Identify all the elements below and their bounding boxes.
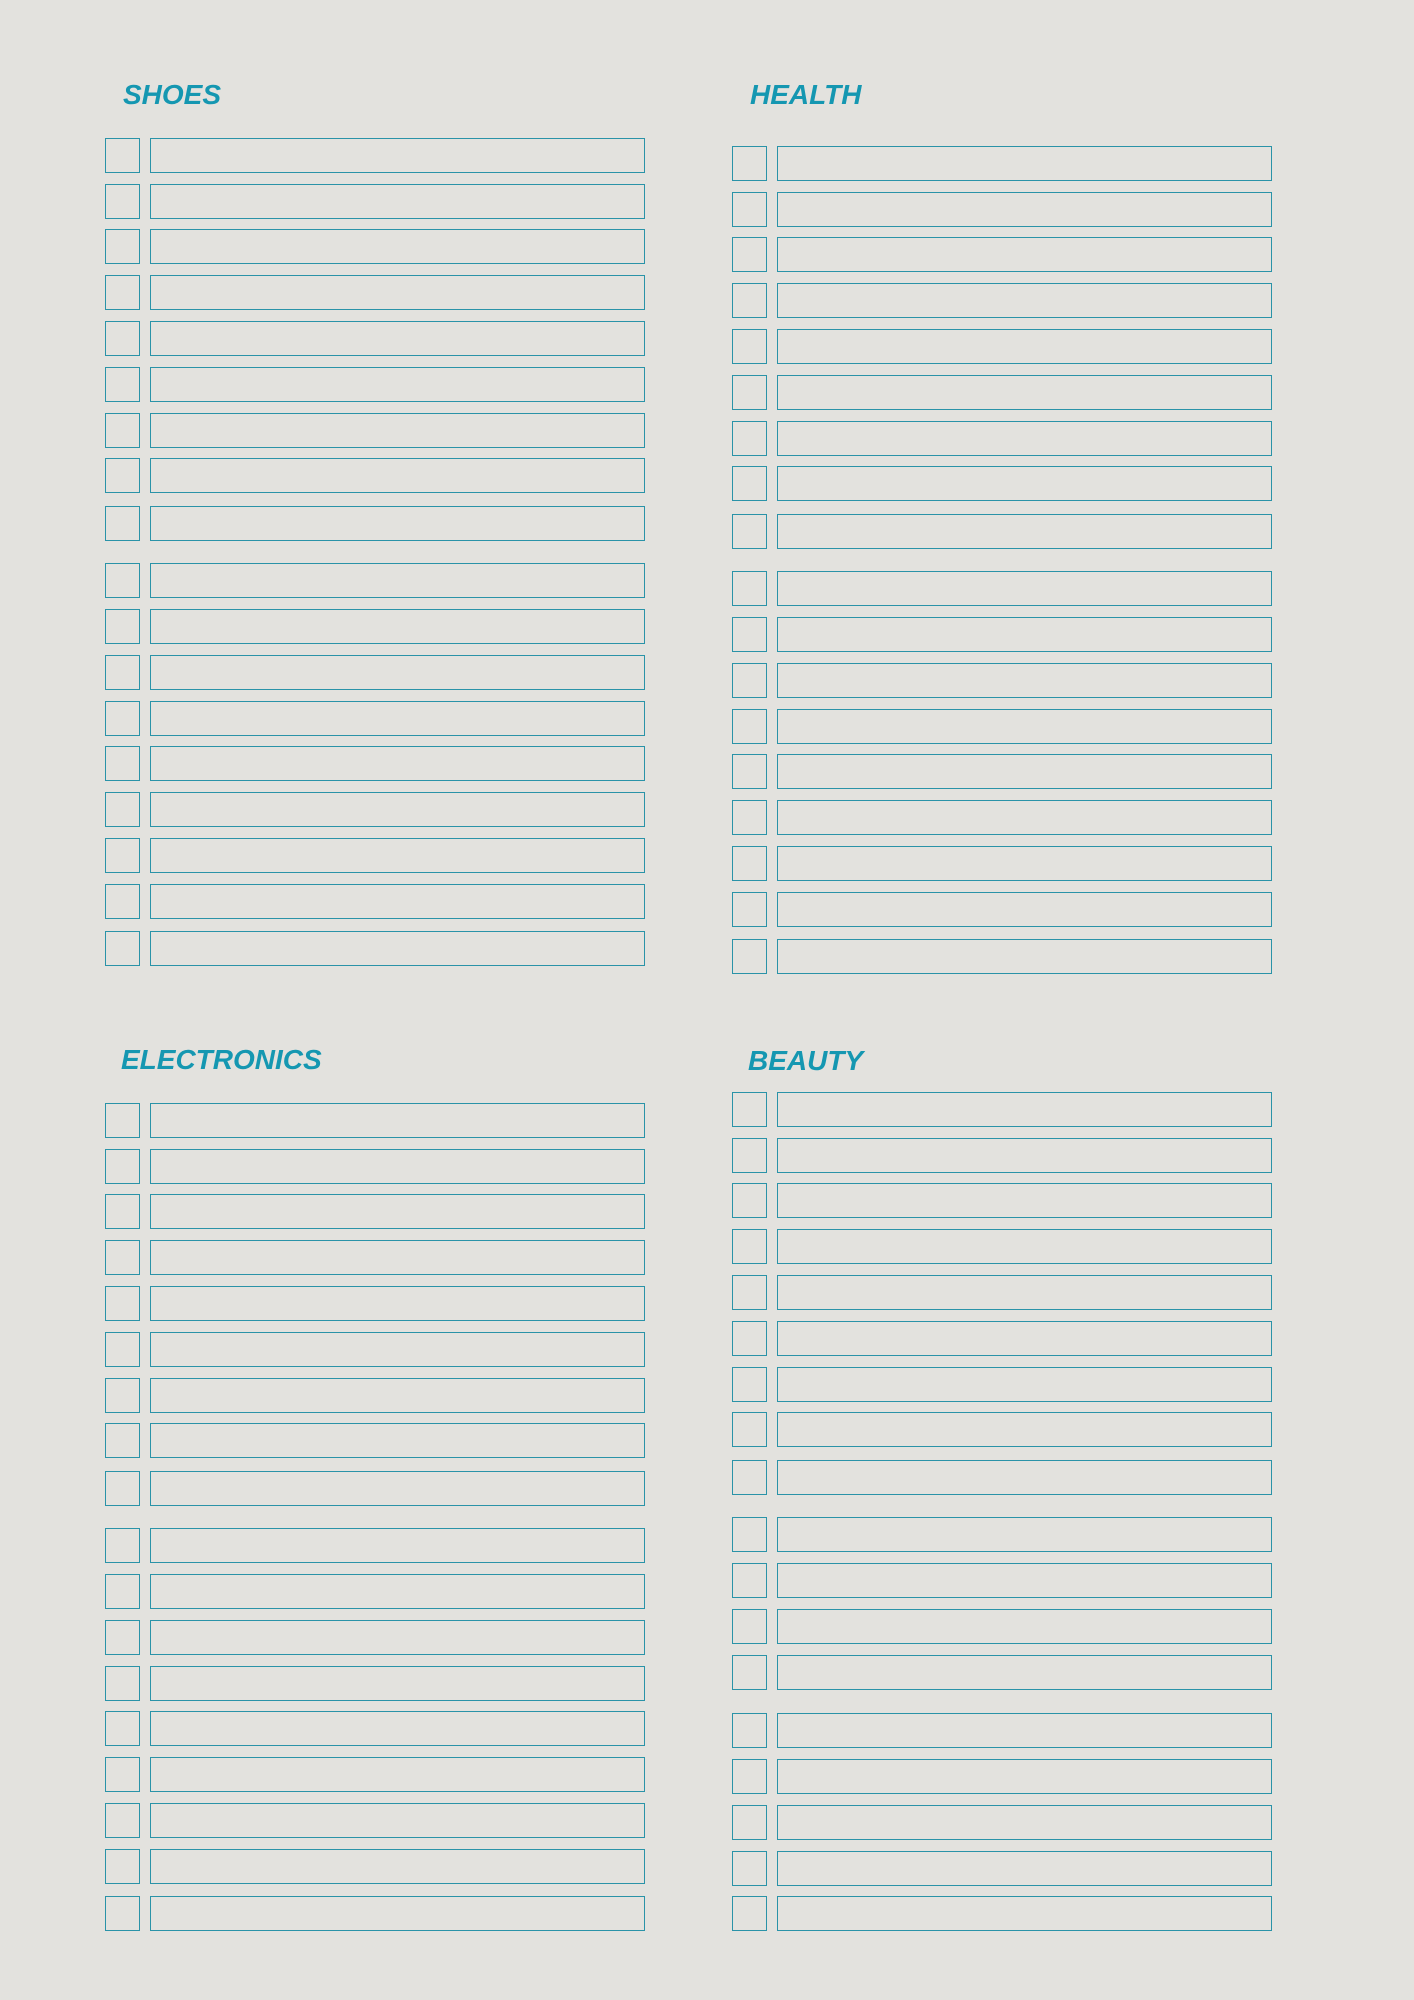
checkbox[interactable] bbox=[105, 229, 140, 264]
item-entry-field[interactable] bbox=[777, 1713, 1272, 1748]
item-entry-field[interactable] bbox=[777, 375, 1272, 410]
checklist-row bbox=[732, 1896, 1272, 1931]
item-entry-field[interactable] bbox=[150, 458, 645, 493]
checkbox[interactable] bbox=[105, 184, 140, 219]
item-entry-field[interactable] bbox=[150, 1286, 645, 1321]
checkbox[interactable] bbox=[105, 1803, 140, 1838]
checklist-row bbox=[105, 884, 645, 919]
checkbox[interactable] bbox=[732, 663, 767, 698]
item-entry-field[interactable] bbox=[150, 275, 645, 310]
item-entry-field[interactable] bbox=[150, 1378, 645, 1413]
checkbox[interactable] bbox=[732, 571, 767, 606]
checkbox[interactable] bbox=[732, 1896, 767, 1931]
checklist-row bbox=[732, 192, 1272, 227]
section-title-beauty: BEAUTY bbox=[748, 1045, 864, 1076]
checklist-row bbox=[105, 1378, 645, 1413]
item-entry-field[interactable] bbox=[777, 1759, 1272, 1794]
item-entry-field[interactable] bbox=[150, 609, 645, 644]
checklist-row bbox=[105, 413, 645, 448]
item-entry-field[interactable] bbox=[150, 321, 645, 356]
section-title-health: HEALTH bbox=[750, 79, 862, 110]
item-entry-field[interactable] bbox=[777, 800, 1272, 835]
item-entry-field[interactable] bbox=[150, 1849, 645, 1884]
checkbox[interactable] bbox=[105, 1240, 140, 1275]
checklist-row bbox=[105, 1240, 645, 1275]
item-entry-field[interactable] bbox=[777, 1138, 1272, 1173]
checklist-row bbox=[105, 655, 645, 690]
checkbox[interactable] bbox=[732, 617, 767, 652]
item-entry-field[interactable] bbox=[777, 1517, 1272, 1552]
checkbox[interactable] bbox=[105, 1194, 140, 1229]
checklist-row bbox=[732, 1367, 1272, 1402]
checklist-row bbox=[105, 506, 645, 541]
checklist-row bbox=[105, 1757, 645, 1792]
item-entry-field[interactable] bbox=[777, 846, 1272, 881]
item-entry-field[interactable] bbox=[150, 1471, 645, 1506]
checklist-row bbox=[732, 1759, 1272, 1794]
item-entry-field[interactable] bbox=[150, 1896, 645, 1931]
checkbox[interactable] bbox=[105, 701, 140, 736]
item-entry-field[interactable] bbox=[150, 184, 645, 219]
checklist-row bbox=[105, 1574, 645, 1609]
checklist-row bbox=[732, 892, 1272, 927]
checklist-row bbox=[105, 184, 645, 219]
checklist-row bbox=[732, 375, 1272, 410]
checkbox[interactable] bbox=[732, 846, 767, 881]
checkbox[interactable] bbox=[732, 1460, 767, 1495]
checklist-row bbox=[105, 609, 645, 644]
checklist-row bbox=[732, 617, 1272, 652]
checkbox[interactable] bbox=[732, 1609, 767, 1644]
item-entry-field[interactable] bbox=[777, 1367, 1272, 1402]
checklist-row bbox=[105, 1528, 645, 1563]
checklist-row bbox=[105, 1471, 645, 1506]
checklist-row bbox=[732, 800, 1272, 835]
section-title-electronics: ELECTRONICS bbox=[121, 1044, 322, 1075]
checklist-row bbox=[105, 701, 645, 736]
checkbox[interactable] bbox=[732, 1759, 767, 1794]
item-entry-field[interactable] bbox=[150, 884, 645, 919]
checklist-row bbox=[732, 466, 1272, 501]
checkbox[interactable] bbox=[732, 1713, 767, 1748]
checklist-row bbox=[732, 1138, 1272, 1173]
item-entry-field[interactable] bbox=[150, 1757, 645, 1792]
item-entry-field[interactable] bbox=[777, 146, 1272, 181]
item-entry-field[interactable] bbox=[777, 1412, 1272, 1447]
checkbox[interactable] bbox=[732, 1092, 767, 1127]
checklist-row bbox=[732, 1655, 1272, 1690]
item-entry-field[interactable] bbox=[777, 1655, 1272, 1690]
checklist-row bbox=[105, 275, 645, 310]
item-entry-field[interactable] bbox=[777, 466, 1272, 501]
checklist-row bbox=[732, 1805, 1272, 1840]
item-entry-field[interactable] bbox=[777, 1460, 1272, 1495]
checklist-row bbox=[732, 1275, 1272, 1310]
item-entry-field[interactable] bbox=[777, 571, 1272, 606]
item-entry-field[interactable] bbox=[777, 514, 1272, 549]
checklist-row bbox=[732, 514, 1272, 549]
item-entry-field[interactable] bbox=[777, 1183, 1272, 1218]
item-entry-field[interactable] bbox=[150, 655, 645, 690]
checkbox[interactable] bbox=[105, 367, 140, 402]
checklist-row bbox=[732, 237, 1272, 272]
checkbox[interactable] bbox=[105, 1666, 140, 1701]
checkbox[interactable] bbox=[732, 1183, 767, 1218]
item-entry-field[interactable] bbox=[777, 754, 1272, 789]
checklist-row bbox=[732, 1609, 1272, 1644]
item-entry-field[interactable] bbox=[150, 413, 645, 448]
item-entry-field[interactable] bbox=[777, 329, 1272, 364]
checklist-row bbox=[732, 939, 1272, 974]
checkbox[interactable] bbox=[105, 458, 140, 493]
checklist-row bbox=[105, 1423, 645, 1458]
checklist-row bbox=[732, 571, 1272, 606]
checkbox[interactable] bbox=[105, 1711, 140, 1746]
checklist-row bbox=[732, 1851, 1272, 1886]
item-entry-field[interactable] bbox=[777, 939, 1272, 974]
checkbox[interactable] bbox=[105, 1620, 140, 1655]
checklist-row bbox=[732, 146, 1272, 181]
checkbox[interactable] bbox=[732, 283, 767, 318]
item-entry-field[interactable] bbox=[150, 229, 645, 264]
checklist-row bbox=[732, 329, 1272, 364]
checkbox[interactable] bbox=[105, 838, 140, 873]
item-entry-field[interactable] bbox=[777, 237, 1272, 272]
checkbox[interactable] bbox=[105, 1149, 140, 1184]
item-entry-field[interactable] bbox=[150, 506, 645, 541]
checkbox[interactable] bbox=[732, 1805, 767, 1840]
checkbox[interactable] bbox=[732, 375, 767, 410]
item-entry-field[interactable] bbox=[777, 1092, 1272, 1127]
item-entry-field[interactable] bbox=[777, 421, 1272, 456]
checklist-row bbox=[105, 1149, 645, 1184]
item-entry-field[interactable] bbox=[150, 838, 645, 873]
checkbox[interactable] bbox=[732, 1563, 767, 1598]
checklist-row bbox=[105, 1620, 645, 1655]
checklist-row bbox=[105, 1666, 645, 1701]
checklist-row bbox=[105, 458, 645, 493]
item-entry-field[interactable] bbox=[150, 1194, 645, 1229]
checkbox[interactable] bbox=[105, 1103, 140, 1138]
checklist-row bbox=[105, 367, 645, 402]
item-entry-field[interactable] bbox=[777, 1275, 1272, 1310]
item-entry-field[interactable] bbox=[777, 663, 1272, 698]
checkbox[interactable] bbox=[105, 138, 140, 173]
checklist-row bbox=[732, 1183, 1272, 1218]
checkbox[interactable] bbox=[732, 709, 767, 744]
item-entry-field[interactable] bbox=[150, 1103, 645, 1138]
item-entry-field[interactable] bbox=[777, 1851, 1272, 1886]
checkbox[interactable] bbox=[105, 563, 140, 598]
checkbox[interactable] bbox=[732, 892, 767, 927]
checklist-row bbox=[105, 1194, 645, 1229]
item-entry-field[interactable] bbox=[150, 1803, 645, 1838]
checkbox[interactable] bbox=[732, 1851, 767, 1886]
checkbox[interactable] bbox=[732, 192, 767, 227]
item-entry-field[interactable] bbox=[777, 1321, 1272, 1356]
checklist-row bbox=[105, 931, 645, 966]
checkbox[interactable] bbox=[105, 1757, 140, 1792]
item-entry-field[interactable] bbox=[777, 892, 1272, 927]
item-entry-field[interactable] bbox=[777, 1229, 1272, 1264]
checkbox[interactable] bbox=[732, 939, 767, 974]
checklist-row bbox=[732, 1229, 1272, 1264]
checkbox[interactable] bbox=[105, 506, 140, 541]
checkbox[interactable] bbox=[732, 800, 767, 835]
checklist-row bbox=[105, 1332, 645, 1367]
item-entry-field[interactable] bbox=[150, 1528, 645, 1563]
checklist-row bbox=[732, 1460, 1272, 1495]
checklist-row bbox=[732, 1092, 1272, 1127]
checklist-row bbox=[105, 1103, 645, 1138]
checkbox[interactable] bbox=[732, 421, 767, 456]
checkbox[interactable] bbox=[105, 1896, 140, 1931]
checklist-row bbox=[105, 1849, 645, 1884]
checklist-row bbox=[105, 1711, 645, 1746]
item-entry-field[interactable] bbox=[150, 1574, 645, 1609]
checklist-row bbox=[732, 663, 1272, 698]
checklist-row bbox=[105, 229, 645, 264]
checkbox[interactable] bbox=[105, 655, 140, 690]
item-entry-field[interactable] bbox=[777, 283, 1272, 318]
checklist-row bbox=[732, 421, 1272, 456]
checklist-row bbox=[105, 838, 645, 873]
checkbox[interactable] bbox=[732, 1412, 767, 1447]
item-entry-field[interactable] bbox=[777, 1896, 1272, 1931]
checkbox[interactable] bbox=[105, 1574, 140, 1609]
checkbox[interactable] bbox=[732, 1517, 767, 1552]
checklist-row bbox=[732, 1517, 1272, 1552]
item-entry-field[interactable] bbox=[777, 192, 1272, 227]
item-entry-field[interactable] bbox=[777, 1609, 1272, 1644]
checkbox[interactable] bbox=[105, 413, 140, 448]
section-title-shoes: SHOES bbox=[123, 79, 222, 110]
checklist-row bbox=[732, 1713, 1272, 1748]
checkbox[interactable] bbox=[732, 237, 767, 272]
checkbox[interactable] bbox=[732, 466, 767, 501]
checkbox[interactable] bbox=[732, 1367, 767, 1402]
checkbox[interactable] bbox=[105, 1332, 140, 1367]
checklist-row bbox=[105, 1803, 645, 1838]
checklist-row bbox=[732, 709, 1272, 744]
checkbox[interactable] bbox=[732, 1655, 767, 1690]
checklist-row bbox=[105, 1896, 645, 1931]
checkbox[interactable] bbox=[105, 1423, 140, 1458]
item-entry-field[interactable] bbox=[150, 792, 645, 827]
checkbox[interactable] bbox=[732, 1275, 767, 1310]
item-entry-field[interactable] bbox=[150, 1620, 645, 1655]
checklist-row bbox=[105, 792, 645, 827]
item-entry-field[interactable] bbox=[150, 931, 645, 966]
item-entry-field[interactable] bbox=[777, 1805, 1272, 1840]
item-entry-field[interactable] bbox=[150, 701, 645, 736]
checkbox[interactable] bbox=[105, 1471, 140, 1506]
checkbox[interactable] bbox=[732, 514, 767, 549]
checkbox[interactable] bbox=[105, 792, 140, 827]
item-entry-field[interactable] bbox=[150, 563, 645, 598]
checklist-row bbox=[105, 1286, 645, 1321]
checkbox[interactable] bbox=[105, 1849, 140, 1884]
checkbox[interactable] bbox=[105, 321, 140, 356]
checklist-row bbox=[732, 1412, 1272, 1447]
checklist-row bbox=[105, 746, 645, 781]
checkbox[interactable] bbox=[732, 329, 767, 364]
item-entry-field[interactable] bbox=[150, 1423, 645, 1458]
checkbox[interactable] bbox=[105, 1528, 140, 1563]
item-entry-field[interactable] bbox=[150, 1332, 645, 1367]
checkbox[interactable] bbox=[732, 754, 767, 789]
item-entry-field[interactable] bbox=[150, 746, 645, 781]
checklist-row bbox=[732, 283, 1272, 318]
checkbox[interactable] bbox=[105, 609, 140, 644]
checklist-row bbox=[732, 1321, 1272, 1356]
checkbox[interactable] bbox=[105, 275, 140, 310]
checklist-row bbox=[732, 846, 1272, 881]
item-entry-field[interactable] bbox=[150, 1240, 645, 1275]
item-entry-field[interactable] bbox=[150, 367, 645, 402]
item-entry-field[interactable] bbox=[777, 1563, 1272, 1598]
item-entry-field[interactable] bbox=[150, 1711, 645, 1746]
checkbox[interactable] bbox=[105, 1378, 140, 1413]
item-entry-field[interactable] bbox=[150, 1149, 645, 1184]
checklist-row bbox=[105, 321, 645, 356]
checkbox[interactable] bbox=[732, 1138, 767, 1173]
checklist-row bbox=[105, 138, 645, 173]
item-entry-field[interactable] bbox=[150, 1666, 645, 1701]
checkbox[interactable] bbox=[105, 884, 140, 919]
checkbox[interactable] bbox=[732, 146, 767, 181]
checkbox[interactable] bbox=[105, 931, 140, 966]
checkbox[interactable] bbox=[732, 1321, 767, 1356]
item-entry-field[interactable] bbox=[777, 709, 1272, 744]
checkbox[interactable] bbox=[105, 1286, 140, 1321]
checkbox[interactable] bbox=[732, 1229, 767, 1264]
checklist-row bbox=[105, 563, 645, 598]
checklist-row bbox=[732, 1563, 1272, 1598]
item-entry-field[interactable] bbox=[150, 138, 645, 173]
item-entry-field[interactable] bbox=[777, 617, 1272, 652]
checkbox[interactable] bbox=[105, 746, 140, 781]
checklist-row bbox=[732, 754, 1272, 789]
